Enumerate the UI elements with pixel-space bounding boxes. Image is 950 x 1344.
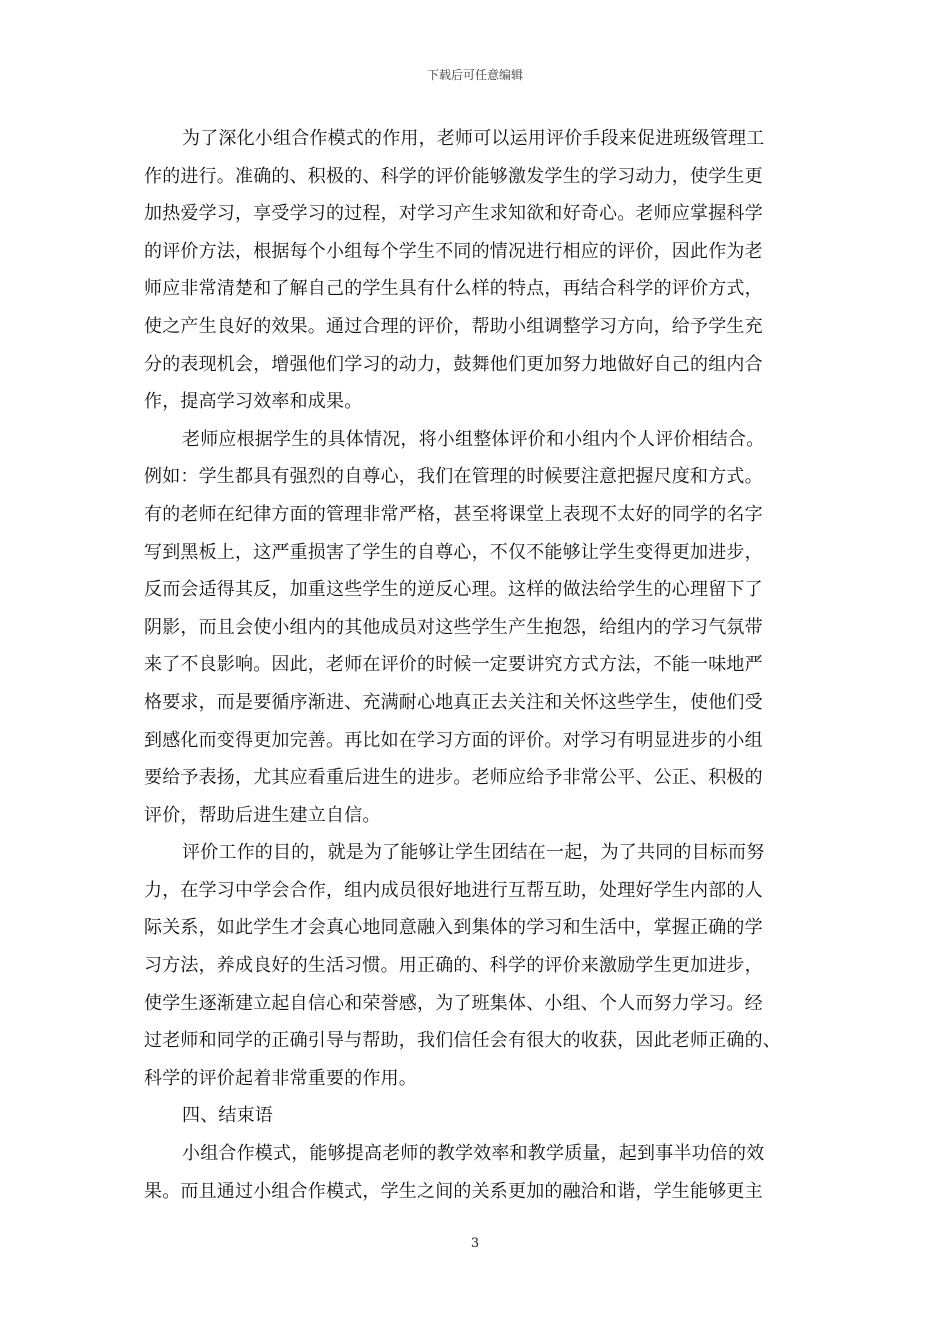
paragraph-line: 师应非常清楚和了解自己的学生具有什么样的特点，再结合科学的评价方式， — [144, 278, 763, 300]
paragraph-line: 为了深化小组合作模式的作用，老师可以运用评价手段来促进班级管理工 — [182, 128, 765, 149]
page-header: 下载后可任意编辑 — [426, 68, 523, 82]
paragraph-line: 要给予表扬，尤其应看重后进生的进步。老师应给予非常公平、公正、积极的 — [144, 767, 763, 789]
paragraph-line: 小组合作模式，能够提高老师的教学效率和教学质量，起到事半功倍的效 — [182, 1143, 765, 1165]
paragraph-line: 际关系，如此学生才会真心地同意融入到集体的学习和生活中，掌握正确的学 — [144, 917, 763, 939]
paragraph-line: 阴影，而且会使小组内的其他成员对这些学生产生抱怨，给组内的学习气氛带 — [144, 616, 763, 638]
paragraph-line: 例如：学生都具有强烈的自尊心，我们在管理的时候要注意把握尺度和方式。 — [144, 466, 763, 488]
paragraph-line: 作，提高学习效率和成果。 — [144, 391, 363, 413]
paragraph-line: 习方法，养成良好的生活习惯。用正确的、科学的评价来激励学生更加进步， — [144, 955, 763, 977]
paragraph-line: 使之产生良好的效果。通过合理的评价，帮助小组调整学习方向，给予学生充 — [144, 315, 763, 337]
paragraph-line: 评价，帮助后进生建立自信。 — [144, 804, 381, 826]
paragraph-line: 来了不良影响。因此，老师在评价的时候一定要讲究方式方法，不能一味地严 — [144, 654, 763, 676]
paragraph-line: 果。而且通过小组合作模式，学生之间的关系更加的融洽和谐，学生能够更主 — [144, 1180, 763, 1202]
section-heading: 四、结束语 — [182, 1105, 273, 1127]
paragraph-line: 作的进行。准确的、积极的、科学的评价能够激发学生的学习动力，使学生更 — [144, 165, 763, 187]
paragraph-line: 格要求，而是要循序渐进、充满耐心地真正去关注和关怀这些学生，使他们受 — [144, 691, 763, 713]
paragraph-line: 的评价方法，根据每个小组每个学生不同的情况进行相应的评价，因此作为老 — [144, 240, 763, 262]
paragraph-line: 反而会适得其反，加重这些学生的逆反心理。这样的做法给学生的心理留下了 — [144, 579, 763, 601]
paragraph-line: 有的老师在纪律方面的管理非常严格，甚至将课堂上表现不太好的同学的名字 — [144, 503, 763, 525]
paragraph-line: 过老师和同学的正确引导与帮助，我们信任会有很大的收获，因此老师正确的、 — [144, 1030, 781, 1052]
body-text — [144, 120, 808, 1210]
page-number: 3 — [470, 1236, 480, 1251]
paragraph-line: 加热爱学习，享受学习的过程，对学习产生求知欲和好奇心。老师应掌握科学 — [144, 203, 763, 225]
paragraph-line: 到感化而变得更加完善。再比如在学习方面的评价。对学习有明显进步的小组 — [144, 729, 763, 751]
paragraph-line: 写到黑板上，这严重损害了学生的自尊心，不仅不能够让学生变得更加进步， — [144, 541, 763, 563]
paragraph-line: 使学生逐渐建立起自信心和荣誉感，为了班集体、小组、个人而努力学习。经 — [144, 992, 763, 1014]
paragraph-line: 评价工作的目的，就是为了能够让学生团结在一起，为了共同的目标而努 — [182, 842, 765, 864]
paragraph-line: 分的表现机会，增强他们学习的动力，鼓舞他们更加努力地做好自己的组内合 — [144, 353, 763, 375]
paragraph-line: 老师应根据学生的具体情况，将小组整体评价和小组内个人评价相结合。 — [182, 428, 765, 450]
paragraph-line: 力，在学习中学会合作，组内成员很好地进行互帮互助，处理好学生内部的人 — [144, 879, 763, 901]
paragraph-line: 科学的评价起着非常重要的作用。 — [144, 1067, 417, 1089]
